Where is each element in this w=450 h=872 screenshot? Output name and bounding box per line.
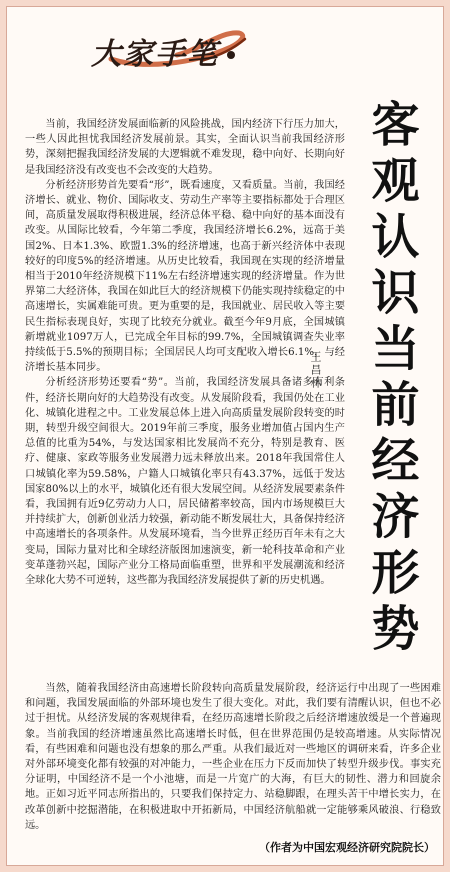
- column-masthead: [81, 25, 249, 73]
- author-signoff: （作者为中国宏观经济研究院院长）: [259, 841, 435, 854]
- paragraph: 当前，我国经济发展面临新的风险挑战，国内经济下行压力加大，一些人因此担忧我国经济发展前景。其实，全面认识当前我国经济形势，深刻把握我国经济发展的大逻辑就不难发现，稳中向好、长期向好是我国经济没有改变也不会改变的大趋势。: [25, 119, 345, 176]
- paragraph: 分析经济形势还要看“势”。当前，我国经济发展具备诸多有利条件，经济长期向好的大趋势没有改变。从发展阶段看，我国仍处在工业化、城镇化进程之中。工业发展总体上进入向高质量发展阶段转变的时期，转型升级空间很大。2019年前三季度，服务业增加值占国内生产总值的比重为54%，与发达国家相比发展尚不充分，特别是教育、医疗、健康、家政等服务业发展潜力远未释放出来。2018年我国常住人口城镇化率为59.58%，户籍人口城镇化率只有43.37%，远低于发达国家80%以上的水平，城镇化还有很大发展空间。从经济发展要素条件看，我国拥有近9亿劳动力人口，居民储蓄率较高，国内市场规模巨大并持续扩大，创新创业活力较强，新动能不断发展壮大，具备保持经济中高速增长的各项条件。从发展环境看，当今世界正经历百年未有之大变局，国际力量对比和全球经济版图加速演变，新一轮科技革命和产业变革蓬勃兴起，国际产业分工格局面临重塑，世界和平发展潮流和经济全球化大势不可逆转，这些都为我国经济发展提供了新的历史机遇。: [25, 377, 345, 587]
- article-body-full-width: [25, 681, 441, 833]
- article-author: 王昌林: [309, 351, 322, 390]
- paragraph: 分析经济形势首先要看“形”，既看速度，又看质量。当前，我国经济增长、就业、物价、国际收支、劳动生产率等主要指标都处于合理区间，高质量发展取得积极进展，经济总体平稳、稳中向好的基本面没有改变。从国际比较看，今年第二季度，我国经济增长6.2%，远高于美国2%、日本1.3%、欧盟1.3%的经济增速，也高于新兴经济体中表现较好的印度5%的经济增速。从历史比较看，我国现在实现的经济增量相当于2010年经济规模下11%左右经济增速实现的经济增量。作为世界第二大经济体，我国在如此巨大的经济规模下仍能实现持续稳定的中高速增长，实属难能可贵。更为重要的是，我国就业、居民收入等主要民生指标表现良好，实现了比较充分就业。截至今年9月底，全国城镇新增就业1097万人，已完成全年目标的99.7%，全国城镇调查失业率持续低于5.5%的预期目标；全国居民人均可支配收入增长6.1%，与经济增长基本同步。: [25, 179, 345, 374]
- newspaper-page: [6, 6, 444, 866]
- article-title: 客观认识当前经济形势: [363, 99, 419, 659]
- paragraph: 当然，随着我国经济由高速增长阶段转向高质量发展阶段，经济运行中出现了一些困难和问题，我国发展面临的外部环境也发生了很大变化。对此，我们要有清醒认识，但也不必过于担忧。从经济发展的客观规律看，在经历高速增长阶段之后经济增速放缓是一个普遍现象。当前我国的经济增速虽然比高速增长时低，但在世界范围仍是较高增速。从实际情况看，有些困难和问题也没有想象的那么严重。从我们最近对一些地区的调研来看，许多企业对外部环境变化都有较强的对冲能力，一些企业在压力下反而加快了转型升级步伐。事实充分证明，中国经济不是一个小池塘，而是一片宽广的大海，有巨大的韧性、潜力和回旋余地。正如习近平同志所指出的，只要我们保持定力、站稳脚跟，在理头苦干中增长实力，在改革创新中挖掘潜能，在积极进取中开拓新局，中国经济航船就一定能够乘风破浪、行稳致远。: [25, 683, 441, 831]
- article-body-column: [25, 117, 345, 588]
- column-name: 大家手笔: [91, 37, 219, 72]
